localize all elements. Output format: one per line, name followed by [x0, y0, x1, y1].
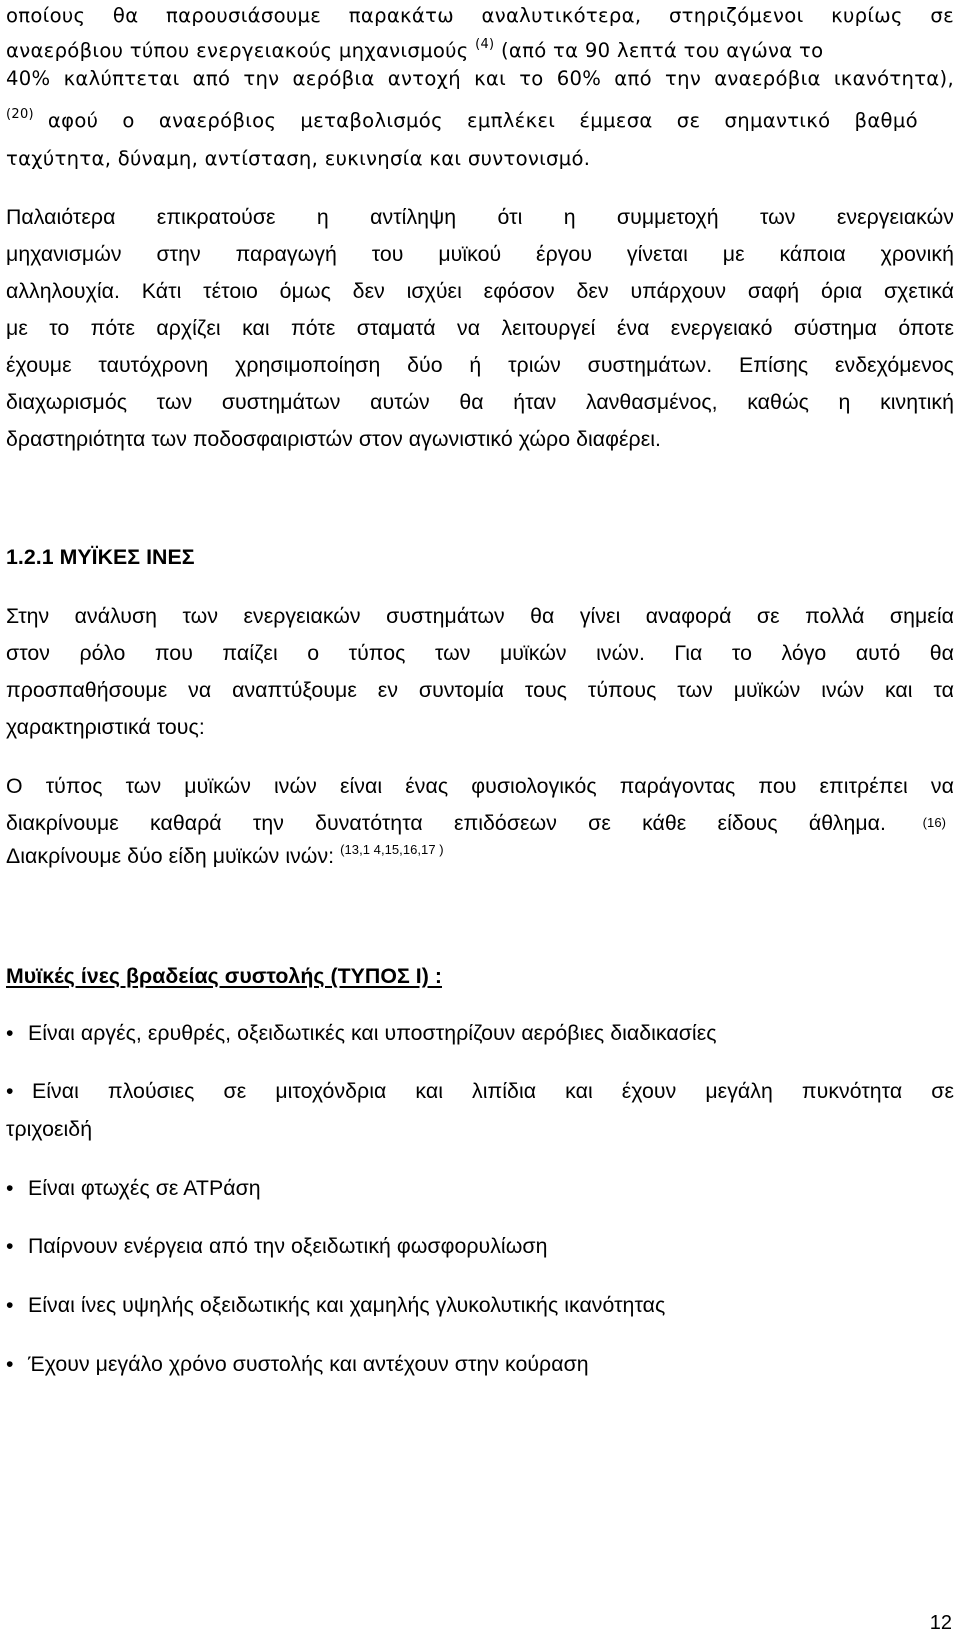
text-line: διακρίνουμε καθαρά την δυνατότητα επιδόσεων σε κάθε είδους άθλημα. (16) — [6, 811, 946, 835]
text-line: $^{(20)}$ αφού ο αναερόβιος μεταβολισμός εμπλέκει έμμεσα σε σημαντικό βαθμό — [6, 107, 918, 132]
list-item: • Είναι αργές, ερυθρές, οξειδωτικές και υποστηρίζουν αερόβιες διαδικασίες — [6, 1018, 954, 1048]
section-heading: 1.2.1 ΜΥΪΚΕΣ ΙΝΕΣ — [6, 545, 195, 569]
text-line: διαχωρισμός των συστημάτων αυτών θα ήταν λανθασμένος, καθώς η κινητική — [6, 390, 954, 414]
subheading-type1: Μυϊκές ίνες βραδείας συστολής (ΤΥΠΟΣ Ι) : — [6, 964, 442, 988]
text-line: προσπαθήσουμε να αναπτύξουμε εν συντομία τους τύπους των μυϊκών ινών και τα — [6, 678, 954, 702]
bullet-icon: • — [6, 1234, 14, 1258]
citation: (13,1 4,15,16,17 ) — [340, 842, 444, 857]
bullet-icon: • — [6, 1293, 14, 1317]
page-number: 12 — [929, 1612, 952, 1634]
text-line: μηχανισμών στην παραγωγή του μυϊκού έργου γίνεται με κάποια χρονική — [6, 242, 954, 266]
citation: (4) — [475, 37, 495, 52]
text-line: ταχύτητα, δύναμη, αντίσταση, ευκινησία και συντονισμό. — [6, 147, 591, 170]
list-item: • Είναι φτωχές σε ΑΤΡάση — [6, 1173, 954, 1203]
bullet-icon: • — [6, 1079, 14, 1103]
list-item: • Είναι πλούσιες σε μιτοχόνδρια και λιπίδια και έχουν μεγάλη πυκνότητα σε — [6, 1076, 954, 1106]
text-line: με το πότε αρχίζει και πότε σταματά να λειτουργεί ένα ενεργειακό σύστημα όποτε — [6, 316, 954, 340]
citation: (16) — [922, 815, 946, 830]
text-line: στον ρόλο που παίζει ο τύπος των μυϊκών ινών. Για το λόγο αυτό θα — [6, 641, 954, 665]
text-line: Παλαιότερα επικρατούσε η αντίληψη ότι η συμμετοχή των ενεργειακών — [6, 205, 954, 229]
text-line: αλληλουχία. Κάτι τέτοιο όμως δεν ισχύει εφόσον δεν υπάρχουν σαφή όρια σχετικά — [6, 279, 954, 303]
text-line: έχουμε ταυτόχρονη χρησιμοποίηση δύο ή τριών συστημάτων. Επίσης ενδεχόμενος — [6, 353, 954, 377]
text-line: αναερόβιου τύπου ενεργειακούς μηχανισμούς $^{(4)}$ (από τα 90 λεπτά του αγώνα το — [6, 37, 824, 62]
list-item: • Παίρνουν ενέργεια από την οξειδωτική φωσφορυλίωση — [6, 1231, 954, 1261]
text-line: οποίους θα παρουσιάσουμε παρακάτω αναλυτικότερα, στηριζόμενοι κυρίως σε — [6, 4, 954, 27]
citation: (20) — [6, 107, 34, 122]
text-line: τριχοειδή — [6, 1117, 93, 1141]
list-item: • Είναι ίνες υψηλής οξειδωτικής και χαμηλής γλυκολυτικής ικανότητας — [6, 1290, 954, 1320]
bullet-icon: • — [6, 1021, 14, 1045]
text-line: 40% καλύπτεται από την αερόβια αντοχή και το 60% από την αναερόβια ικανότητα), — [6, 67, 954, 90]
text-line: Ο τύπος των μυϊκών ινών είναι ένας φυσιολογικός παράγοντας που επιτρέπει να — [6, 774, 954, 798]
bullet-icon: • — [6, 1176, 14, 1200]
bullet-icon: • — [6, 1352, 14, 1376]
text-line: χαρακτηριστικά τους: — [6, 715, 205, 739]
text-line: Στην ανάλυση των ενεργειακών συστημάτων θα γίνει αναφορά σε πολλά σημεία — [6, 604, 954, 628]
text-line: δραστηριότητα των ποδοσφαιριστών στον αγωνιστικό χώρο διαφέρει. — [6, 427, 661, 451]
text-line: Διακρίνουμε δύο είδη μυϊκών ινών: $^{(13,1 4,15,16,17 )}$ — [6, 842, 444, 868]
list-item: • Έχουν μεγάλο χρόνο συστολής και αντέχουν στην κούραση — [6, 1349, 954, 1379]
